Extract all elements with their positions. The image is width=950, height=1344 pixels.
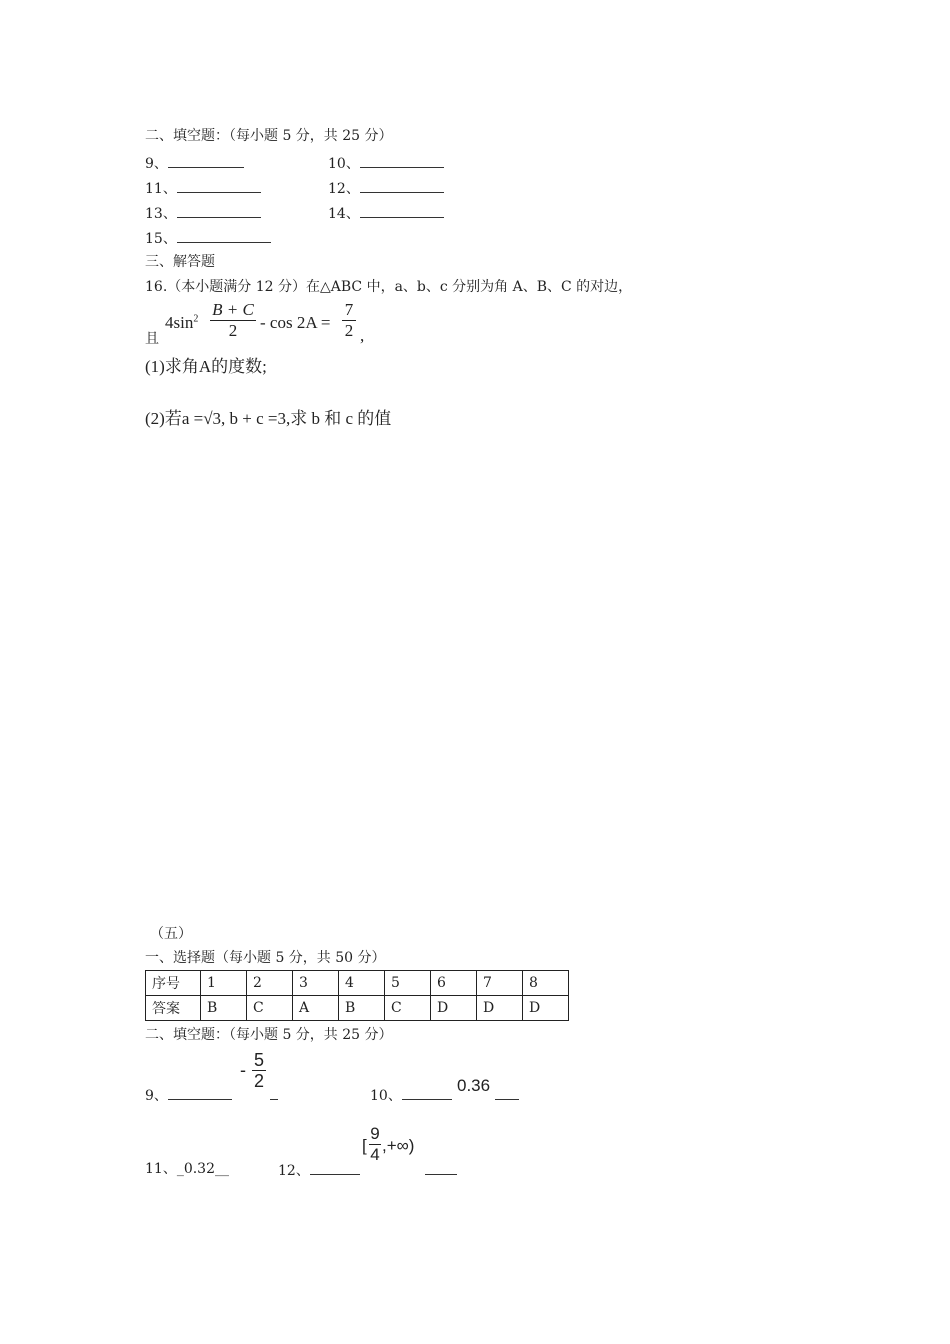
table-cell: 1 [201,971,247,996]
answer-line [402,1085,452,1100]
answer-9-tail [270,1085,278,1105]
answers-section2-title: 二、填空题：（每小题 5 分，共 25 分） [145,1027,393,1043]
answer-line [425,1160,457,1175]
answer-line [177,228,271,243]
answers-section1-title: 一、选择题（每小题 5 分，共 50 分） [145,950,386,966]
answer-line [168,1085,232,1100]
answer-10-value: 0.36 [457,1076,491,1095]
q16-part2: (2)若a =√3, b + c =3,求 b 和 c 的值 [145,409,392,428]
eq-fraction-right [342,300,356,341]
section2-title: 二、填空题：（每小题 5 分，共 25 分） [145,128,393,144]
eq-num: B + C [212,300,254,319]
eq-fraction-left [210,300,256,341]
table-cell: 序号 [146,971,201,996]
table-cell: A [293,996,339,1021]
eq-rden: 2 [344,321,354,340]
table-cell: 5 [385,971,431,996]
answer-line [168,153,244,168]
eq-sup: 2 [193,313,199,325]
eq-coef: $4\sin^2$ [165,313,199,332]
table-cell: D [431,996,477,1021]
eq-rnum: 7 [344,300,354,319]
eq-end: , [360,326,365,345]
table-cell: D [477,996,523,1021]
answer-9-sign: - [240,1060,246,1080]
answer-12-num: 9 [370,1124,380,1143]
section3-title: 三、解答题 [145,254,215,270]
blank-11: 11、 [145,178,261,198]
table-cell: 4 [339,971,385,996]
eq-den: 2 [228,321,238,340]
answer-12-den: 4 [370,1145,380,1164]
answer-table [145,970,569,1021]
answer-line [270,1085,278,1100]
answer-12-tail [425,1160,457,1180]
blank-13: 13、 [145,203,261,223]
answer-line [360,178,444,193]
blank-15: 15、 [145,228,271,248]
table-cell: 7 [477,971,523,996]
answer-9-num: 5 [253,1050,264,1070]
blank-10: 10、 [328,153,444,173]
q16-intro: 16.（本小题满分 12 分）在△ABC 中，a、b、c 分别为角 A、B、C 的对边， [145,279,633,295]
answer-9: 9、 [145,1085,232,1105]
answer-line [360,203,444,218]
answer-12-open: [ [362,1136,367,1155]
answer-11: 11、_0.32__ [145,1161,229,1177]
answer-12-rest: ,+∞) [382,1136,415,1155]
table-cell: C [247,996,293,1021]
table-cell: B [201,996,247,1021]
answer-line [310,1160,360,1175]
q16-part1: (1)求角A的度数; [145,357,267,376]
table-cell: 8 [523,971,569,996]
answers-heading: （五） [150,926,192,942]
table-cell: D [523,996,569,1021]
answer-line [177,203,261,218]
answer-line [177,178,261,193]
table-cell: B [339,996,385,1021]
table-cell: 2 [247,971,293,996]
table-cell: C [385,996,431,1021]
answer-10: 10、 [370,1085,452,1105]
answer-10-tail [495,1085,519,1105]
answer-12-fraction [369,1124,381,1165]
eq-mid: - cos 2A = [260,313,331,332]
table-row [146,996,569,1021]
answer-line [360,153,444,168]
table-cell: 答案 [146,996,201,1021]
blank-12: 12、 [328,178,444,198]
answer-line [495,1085,519,1100]
blank-14: 14、 [328,203,444,223]
table-row [146,971,569,996]
table-cell: 3 [293,971,339,996]
answer-9-den: 2 [253,1071,264,1091]
blank-9: 9、 [145,153,244,173]
table-cell: 6 [431,971,477,996]
q16-qie: 且 [145,331,159,347]
answer-9-fraction [252,1050,266,1091]
answer-12: 12、 [278,1160,360,1180]
